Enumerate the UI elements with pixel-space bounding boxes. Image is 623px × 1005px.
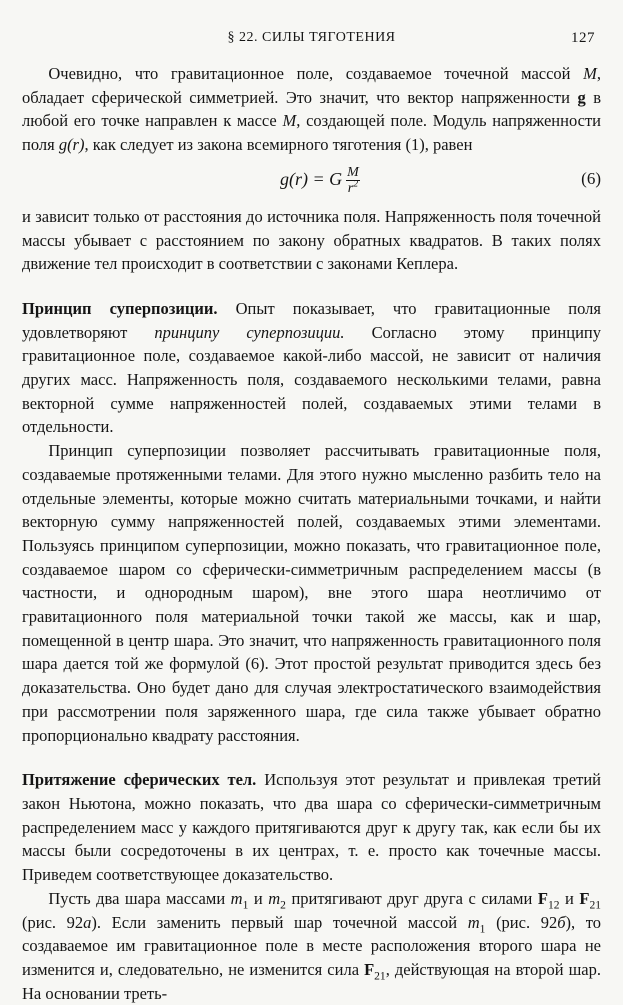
heading-spherical-bodies: Притяжение сферических тел. <box>22 770 257 790</box>
formula-6 <box>22 157 601 205</box>
paragraph-extended-bodies: Принцип суперпозиции позволяет рассчитывать гравитационные поля, создаваемые протяженными телами. Для этого нужно мысленно разбить тело на отдельные элементы, которые можно считать материальными точками, и найти векторную сумму напряженностей полей, создаваемых этими элементами. Пользуясь принципом суперпозиции, можно показать, что гравитационное поле, создаваемое шаром со сферически-симметричным распределением массы (в частности, и однородным шаром), вне этого шара неотличимо от гравитационного поля материальной точки такой же массы, как и шар, помещенной в центр шара. Это значит, что напряженность гравитационного поля шара дается той же формулой (6). Этот простой результат приводится здесь без доказательства. Оно будет дано для случая электростатического взаимодействия при рассмотрении поля заряженного шара, где сила также убывает обратно пропорционально квадрату расстояния. <box>22 441 601 745</box>
paragraph-two-spheres: Пусть два шара массами $m_1$ и $m_2$ притягивают друг друга с силами $F_{12}$ и $F_{21}$ (рис. 92а). Если заменить первый шар точечной массой $m_1$ (рис. 92б), то создаваемое им гравитационное поле в месте расположения второго шара не изменится и, следовательно, не изменится сила $F_{21}$, действующая на второй шар. На основании треть- <box>22 888 601 1003</box>
page-number: 127 <box>571 30 595 46</box>
formula-fraction: $\frac{M}{r^2}$ <box>347 164 359 196</box>
paragraph-inverse-square: и зависит только от расстояния до источника поля. Напряженность поля точечной массы убывает с расстоянием по закону обратных квадратов. В таких полях движение тел происходит в соответствии с законами Кеплера. <box>22 206 601 274</box>
paragraph-superposition: Принцип суперпозиции. Опыт показывает, что гравитационные поля удовлетворяют принципу суперпозиции. Согласно этому принципу гравитационное поле, создаваемое какой-либо массой, не зависит от наличия других масс. Напряженность поля, создаваемого несколькими телами, равна векторной сумме напряженностей полей, создаваемых этими телами в отдельности. <box>22 298 601 437</box>
formula-expression: g(r) = G $\frac{M}{r^2}$ <box>280 164 359 196</box>
running-header <box>18 30 605 52</box>
paragraph-point-mass-field: Очевидно, что гравитационное поле, создаваемое точечной массой M, обладает сферической симметрией. Это значит, что вектор напряженности g в любой его точке направлен к массе M, создающей поле. Модуль напряженности поля g(r), как следует из закона всемирного тяготения (1), равен <box>22 64 601 155</box>
body-text <box>22 62 601 1005</box>
section-title: § 22. СИЛЫ ТЯГОТЕНИЯ <box>227 30 396 45</box>
heading-superposition: Принцип суперпозиции. <box>22 298 218 318</box>
formula-tag: (6) <box>581 168 601 188</box>
paragraph-spherical-bodies: Притяжение сферических тел. Используя этот результат и привлекая третий закон Ньютона, можно показать, что два шара со сферически-симметричным распределением масс у каждого притягиваются друг к другу так, как если бы их массы были сосредоточены в их центрах, т. е. просто как точечные массы. Приведем соответствующее доказательство. <box>22 770 601 885</box>
